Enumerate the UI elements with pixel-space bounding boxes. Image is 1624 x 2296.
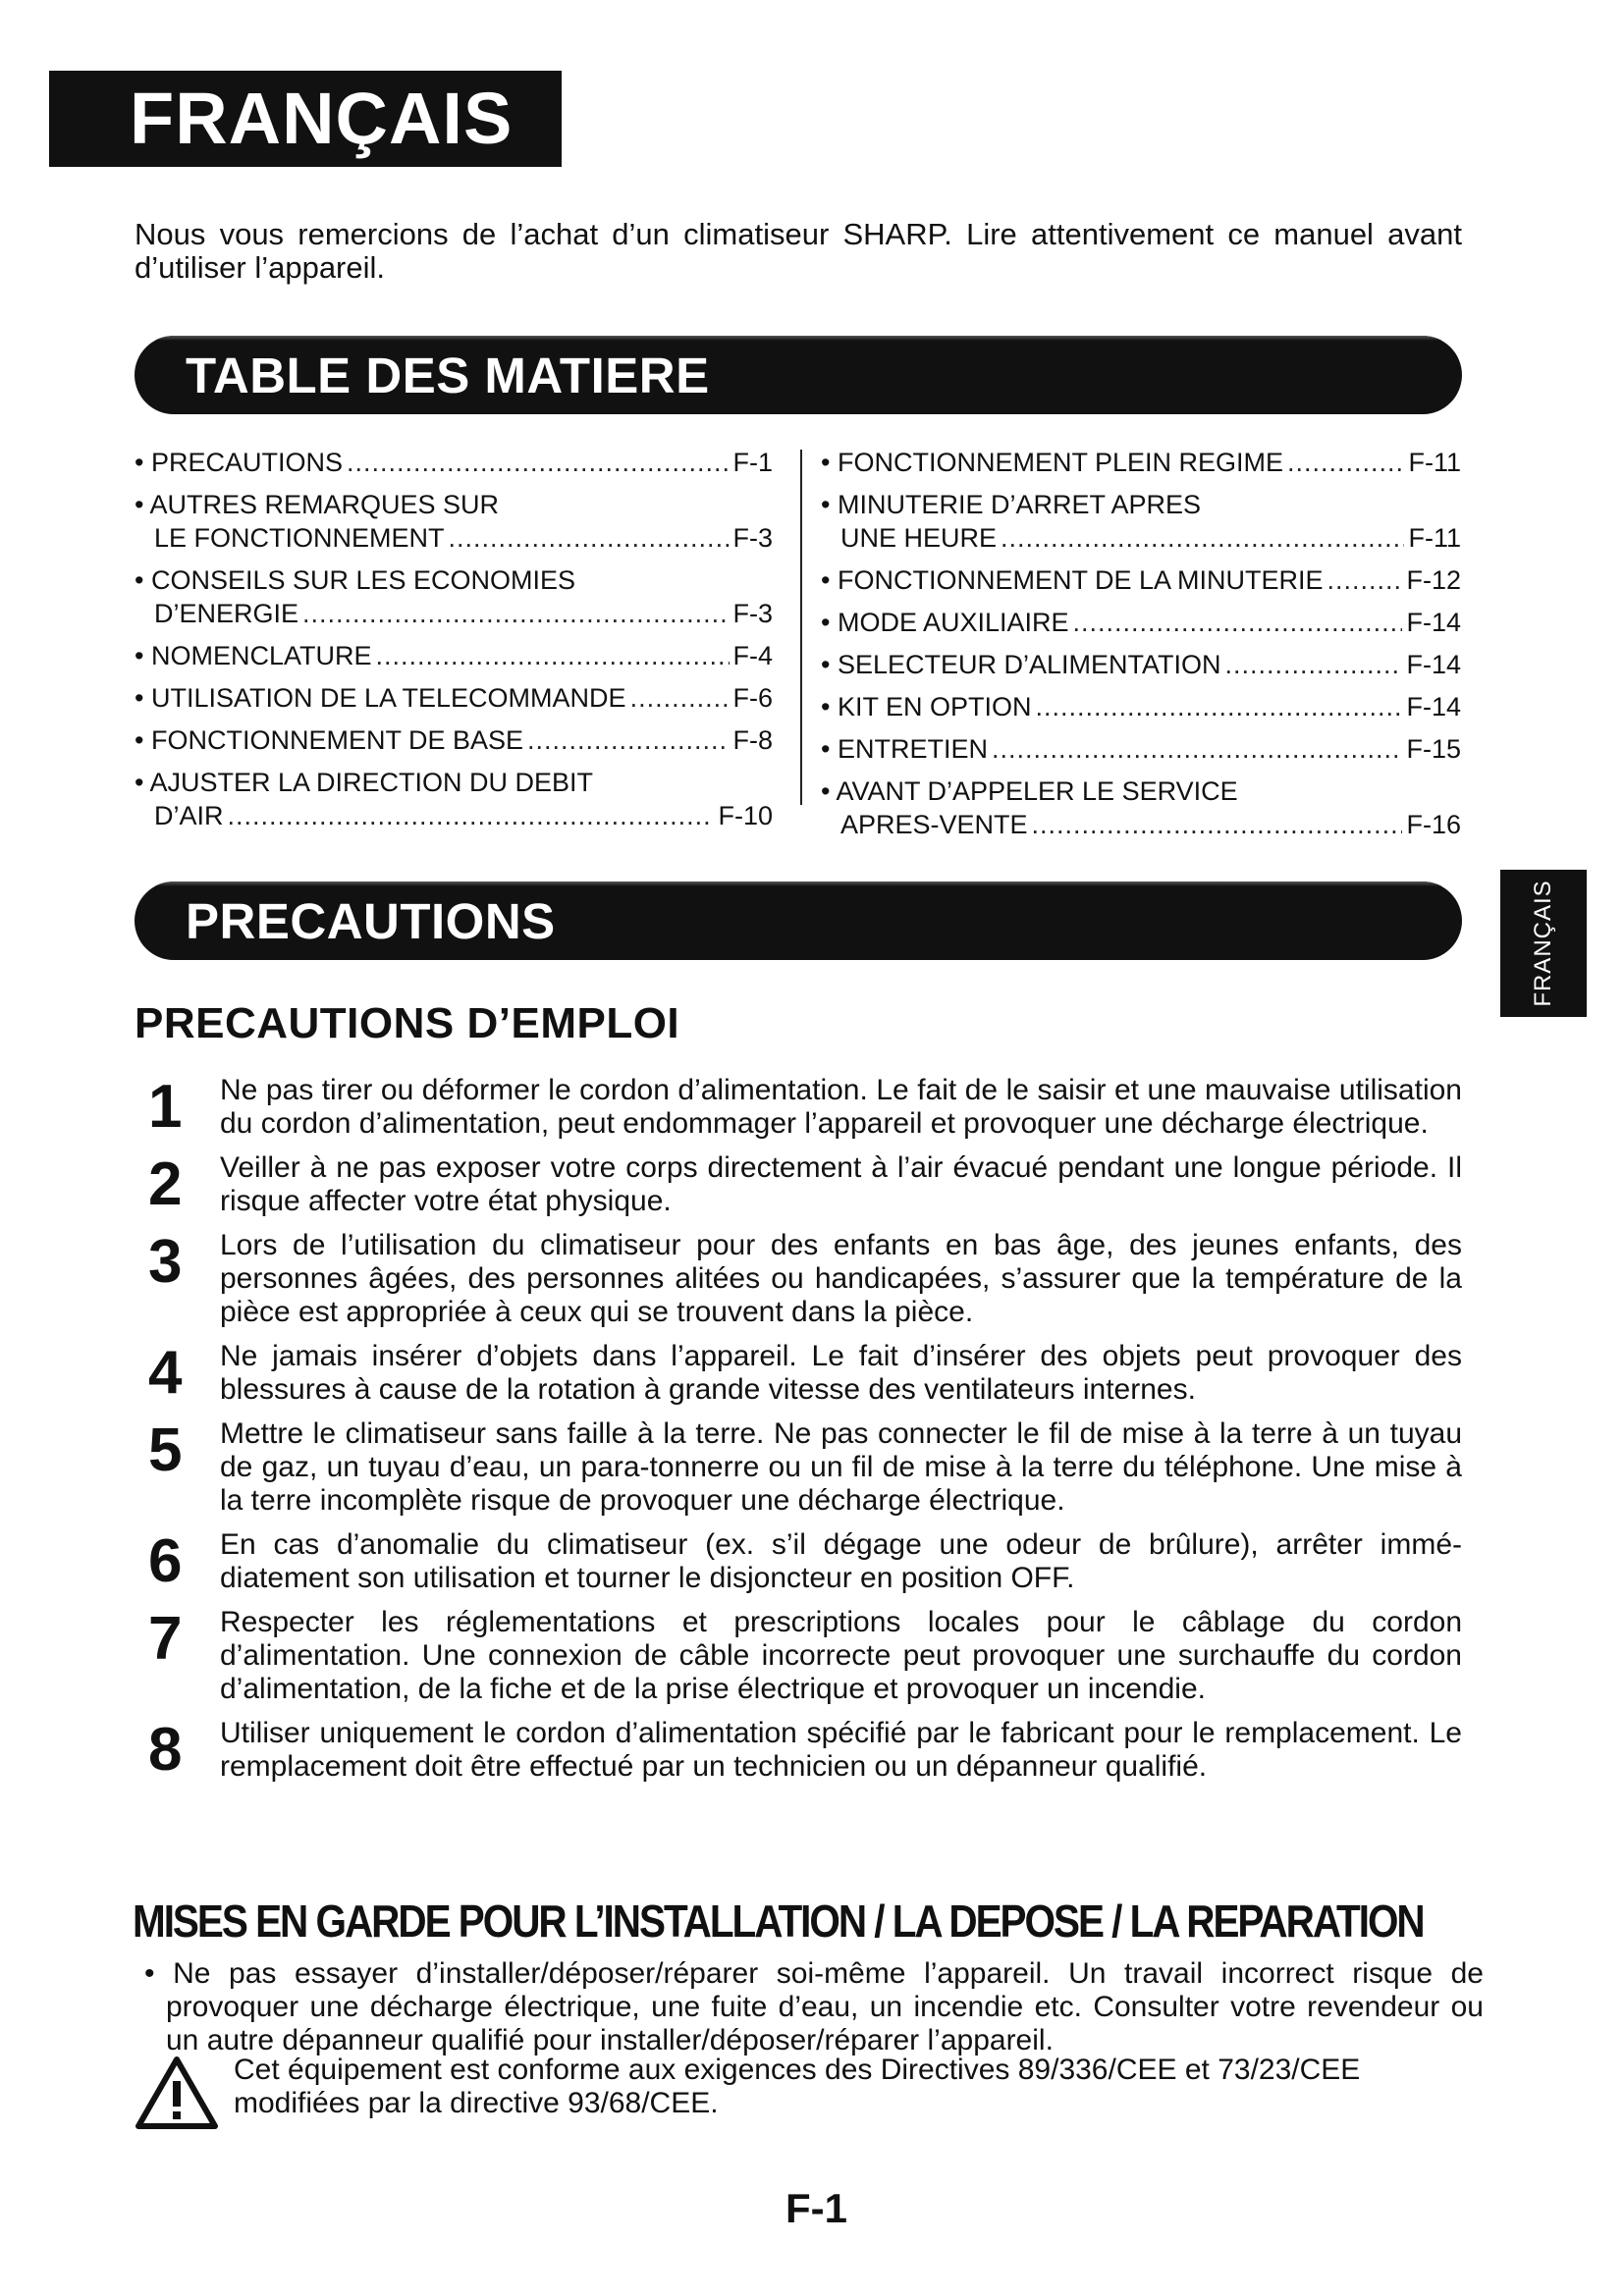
toc-entry-label: • FONCTIONNEMENT PLEIN REGIME — [821, 448, 1283, 477]
toc-page-ref: F-4 — [732, 641, 773, 670]
toc-leader-dots — [1327, 563, 1403, 597]
toc-leader-dots — [449, 521, 730, 555]
side-tab-label: FRANÇAIS — [1530, 880, 1556, 1007]
toc-entry-label-continued: UNE HEURE — [840, 523, 998, 553]
toc-page-ref: F-6 — [732, 683, 773, 713]
precaution-number: 5 — [148, 1416, 183, 1484]
toc-page-ref: F-8 — [732, 725, 773, 755]
toc-page-ref: F-11 — [1408, 523, 1461, 553]
toc-entry-label: • KIT EN OPTION — [821, 692, 1032, 721]
toc-left-column — [135, 446, 773, 841]
precautions-list — [135, 1074, 1462, 1794]
precautions-subtitle: PRECAUTIONS D’EMPLOI — [135, 999, 680, 1047]
toc-leader-dots — [1225, 648, 1403, 681]
precaution-text: Respecter les réglementations et prescriptions locales pour le câblage du cordon d’alimentation. Une connexion de câble incorrecte peut provoquer une surchauffe du cordon d’alimentation, de la fiche et de la prise électrique et provoquer un incendie. — [220, 1606, 1462, 1705]
precaution-number: 7 — [148, 1605, 183, 1673]
toc-leader-dots — [527, 723, 730, 757]
installation-heading: MISES EN GARDE POUR L’INSTALLATION / LA DEPOSE / LA REPARATION — [133, 1896, 1424, 1947]
toc-page-ref: F-3 — [732, 523, 773, 553]
precaution-item — [135, 1340, 1462, 1407]
toc-entry — [135, 488, 773, 555]
precaution-item — [135, 1229, 1462, 1329]
toc-leader-dots — [347, 446, 730, 479]
toc-page-ref: F-14 — [1406, 608, 1461, 637]
toc-entry — [135, 563, 773, 630]
toc-entry — [821, 690, 1461, 723]
precaution-text: Lors de l’utilisation du climatiseur pour des enfants en bas âge, des jeunes enfants, des personnes âgées, des personnes alitées ou handicapées, s’assurer que la température de la pièce est appropriée à ceux qui se trouvent dans la pièce. — [220, 1229, 1462, 1328]
toc-page-ref: F-11 — [1408, 448, 1461, 477]
precaution-text: En cas d’anomalie du climatiseur (ex. s’il dégage une odeur de brûlure), arrêter immé-diatement son utilisation et tourner le disjoncteur en position OFF. — [220, 1528, 1462, 1594]
toc-page-ref: F-16 — [1406, 810, 1461, 839]
language-banner — [49, 71, 562, 167]
toc-leader-dots — [992, 732, 1403, 766]
toc-entry-label: • ENTRETIEN — [821, 734, 988, 764]
toc-entry-label: • SELECTEUR D’ALIMENTATION — [821, 650, 1221, 679]
precaution-number: 2 — [148, 1150, 183, 1218]
toc-title: TABLE DES MATIERE — [186, 347, 710, 403]
installation-bullet: • Ne pas essayer d’installer/déposer/réparer soi-même l’appareil. Un travail incorrect risque de provoquer une décharge électrique, une fuite d’eau, un incendie etc. Consulter votre revendeur ou un autre dépanneur qualifié pour installer/déposer/réparer l’appareil. — [144, 1957, 1484, 2056]
precaution-text: Ne jamais insérer d’objets dans l’appareil. Le fait d’insérer des objets peut provoquer des blessures à cause de la rotation à grande vitesse des ventilateurs internes. — [220, 1340, 1462, 1406]
toc-entry-label: • MODE AUXILIAIRE — [821, 608, 1069, 637]
toc-page-ref: F-15 — [1406, 734, 1461, 764]
toc-entry — [821, 648, 1461, 681]
toc-page-ref: F-3 — [732, 599, 773, 628]
toc-entry — [821, 488, 1461, 555]
toc-entry-label-continued: D’ENERGIE — [154, 599, 299, 628]
precaution-item — [135, 1528, 1462, 1595]
toc-leader-dots — [630, 681, 730, 715]
toc-entry-label: • CONSEILS SUR LES ECONOMIES — [135, 565, 576, 595]
toc-entry — [135, 723, 773, 757]
toc-entry-label: • FONCTIONNEMENT DE LA MINUTERIE — [821, 565, 1324, 595]
toc-entry-label: • UTILISATION DE LA TELECOMMANDE — [135, 683, 626, 713]
toc-page-ref: F-1 — [732, 448, 773, 477]
precaution-item — [135, 1151, 1462, 1218]
toc-leader-dots — [1035, 690, 1402, 723]
intro-paragraph: Nous vous remercions de l’achat d’un climatiseur SHARP. Lire attentivement ce manuel avant d’utiliser l’appareil. — [135, 217, 1462, 285]
toc-entry — [821, 606, 1461, 639]
toc-leader-dots — [1001, 521, 1404, 555]
precaution-number: 4 — [148, 1339, 183, 1407]
precaution-text: Veiller à ne pas exposer votre corps directement à l’air évacué pendant une longue période. Il risque affecter votre état physique. — [220, 1151, 1462, 1217]
precaution-number: 8 — [148, 1716, 183, 1784]
toc-entry-label: • FONCTIONNEMENT DE BASE — [135, 725, 523, 755]
precaution-item — [135, 1606, 1462, 1706]
toc-entry-label: • PRECAUTIONS — [135, 448, 343, 477]
toc-leader-dots — [1073, 606, 1403, 639]
precaution-item — [135, 1074, 1462, 1141]
directive-notice: Cet équipement est conforme aux exigences des Directives 89/336/CEE et 73/23/CEE modifiées par la directive 93/68/CEE. — [234, 2054, 1361, 2119]
toc-entry — [821, 732, 1461, 766]
precaution-text: Utiliser uniquement le cordon d’alimentation spécifié par le fabricant pour le remplacement. Le remplacement doit être effectué par un technicien ou un dépanneur qualifié. — [220, 1717, 1462, 1783]
precautions-header-bar — [135, 881, 1462, 960]
toc-header-bar — [135, 336, 1462, 414]
toc-entry-label: • AUTRES REMARQUES SUR — [135, 490, 500, 519]
toc-entry-label: • MINUTERIE D’ARRET APRES — [821, 490, 1202, 519]
precaution-number: 1 — [148, 1073, 183, 1141]
toc-entry — [821, 563, 1461, 597]
toc-entry — [821, 446, 1461, 479]
precaution-item — [135, 1717, 1462, 1784]
warning-icon — [135, 2056, 219, 2130]
side-language-tab — [1500, 870, 1587, 1017]
precaution-number: 6 — [148, 1527, 183, 1595]
toc-entry-label: • NOMENCLATURE — [135, 641, 372, 670]
precaution-text: Mettre le climatiseur sans faille à la terre. Ne pas connecter le fil de mise à la terre à un tuyau de gaz, un tuyau d’eau, un para-tonnerre ou un fil de mise à la terre du téléphone. Une mise à la terre incomplète risque de provoquer une décharge électrique. — [220, 1417, 1462, 1517]
toc-entry — [135, 766, 773, 832]
precautions-title: PRECAUTIONS — [186, 893, 556, 949]
precaution-item — [135, 1417, 1462, 1518]
toc-divider — [800, 450, 802, 805]
toc-leader-dots — [375, 639, 729, 672]
toc-entry-label: • AJUSTER LA DIRECTION DU DEBIT — [135, 768, 594, 797]
toc-page-ref: F-10 — [718, 801, 773, 830]
toc-leader-dots — [1032, 808, 1403, 841]
toc-entry — [135, 681, 773, 715]
toc-entry-label-continued: LE FONCTIONNEMENT — [154, 523, 445, 553]
page-number: F-1 — [785, 2185, 847, 2231]
toc-right-column — [821, 446, 1461, 850]
toc-leader-dots — [228, 799, 715, 832]
toc-entry — [135, 446, 773, 479]
toc-entry-label-continued: D’AIR — [154, 801, 224, 830]
toc-leader-dots — [302, 597, 729, 630]
toc-entry-label-continued: APRES-VENTE — [840, 810, 1028, 839]
precaution-text: Ne pas tirer ou déformer le cordon d’alimentation. Le fait de le saisir et une mauvaise utilisation du cordon d’alimentation, peut endommager l’appareil et provoquer une décharge électrique. — [220, 1074, 1462, 1140]
toc-entry — [135, 639, 773, 672]
toc-page-ref: F-14 — [1406, 692, 1461, 721]
toc-leader-dots — [1287, 446, 1404, 479]
toc-page-ref: F-14 — [1406, 650, 1461, 679]
toc-entry — [821, 774, 1461, 841]
precaution-number: 3 — [148, 1228, 183, 1296]
toc-entry-label: • AVANT D’APPELER LE SERVICE — [821, 776, 1238, 806]
language-banner-label: FRANÇAIS — [130, 78, 514, 159]
toc-page-ref: F-12 — [1406, 565, 1461, 595]
